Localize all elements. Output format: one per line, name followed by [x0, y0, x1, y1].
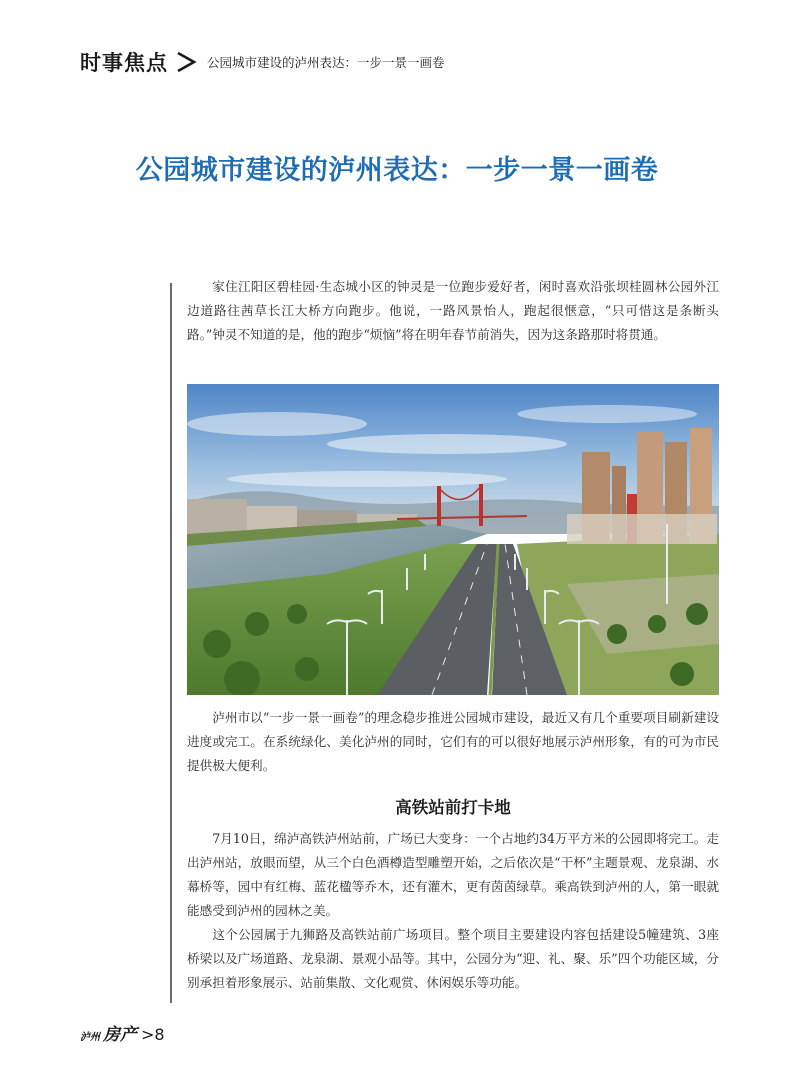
page-number: >8 — [141, 1025, 165, 1044]
chevron-right-icon — [172, 50, 202, 74]
section-subheading: 高铁站前打卡地 — [395, 798, 511, 817]
margin-rule — [170, 283, 172, 1003]
magazine-name: 房产 — [103, 1025, 137, 1045]
header-subtitle: 公园城市建设的泸州表达：一步一景一画卷 — [207, 55, 445, 70]
running-header — [80, 44, 445, 80]
body-paragraph: 这个公园属于九狮路及高铁站前广场项目。整个项目主要建设内容包括建设5幢建筑、3座桥梁以及广场道路、龙泉湖、景观小品等。其中，公园分为“迎、礼、聚、乐”四个功能区域，分别承担着形象展示、站前集散、文化观赏、休闲娱乐等功能。 — [187, 927, 719, 990]
magazine-city: 泸州 — [80, 1032, 100, 1043]
section-name: 时事焦点 — [80, 51, 168, 75]
page-footer — [80, 1020, 165, 1045]
intro-paragraph: 家住江阳区碧桂园·生态城小区的钟灵是一位跑步爱好者，闲时喜欢沿张坝桂圆林公园外江边道路往茜草长江大桥方向跑步。他说，一路风景怡人，跑起很惬意，“只可惜这是条断头路。”钟灵不知道的是，他的跑步“烦恼”将在明年春节前消失，因为这条路那时将贯通。 — [187, 279, 719, 342]
aerial-city-photo — [187, 384, 719, 695]
body-paragraph: 7月10日，绵泸高铁泸州站前，广场已大变身：一个占地约34万平方米的公园即将完工。走出泸州站，放眼而望，从三个白色酒樽造型雕塑开始，之后依次是“干杯”主题景观、龙泉湖、水幕桥等，园中有红梅、蓝花楹等乔木，还有灌木，更有茵茵绿草。乘高铁到泸州的人，第一眼就能感受到泸州的园林之美。 — [187, 831, 719, 918]
article-photo — [187, 384, 719, 695]
article-title: 公园城市建设的泸州表达：一步一景一画卷 — [135, 155, 659, 186]
section-body — [187, 827, 719, 995]
body-paragraph: 泸州市以“一步一景一画卷”的理念稳步推进公园城市建设，最近又有几个重要项目刷新建设进度或完工。在系统绿化、美化泸州的同时，它们有的可以很好地展示泸州形象，有的可为市民提供极大便利。 — [187, 710, 719, 773]
